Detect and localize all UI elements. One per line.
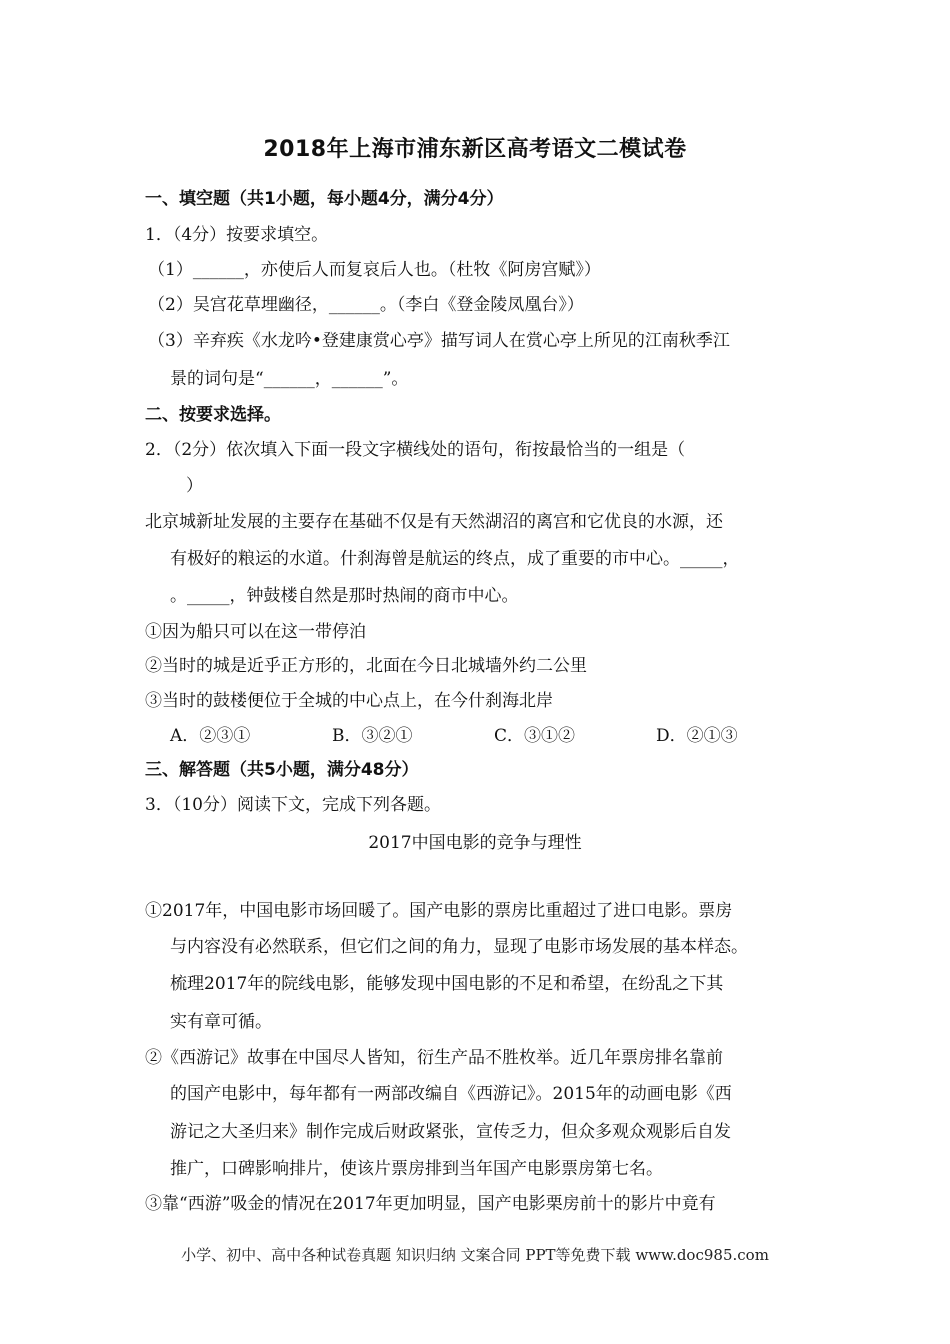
- paragraph-2-line: 游记之大圣归来》制作完成后财政紧张，宣传乏力，但众多观众观影后自发: [170, 1122, 731, 1142]
- question-2-item-1: ①因为船只可以在这一带停泊: [145, 622, 366, 642]
- question-3-stem: 3．（10分）阅读下文，完成下列各题。: [145, 795, 441, 815]
- paragraph-2-line: 推广，口碑影响排片，使该片票房排到当年国产电影票房第七名。: [170, 1159, 663, 1179]
- paragraph-1-line: 梳理2017年的院线电影，能够发现中国电影的不足和希望，在纷乱之下其: [170, 974, 724, 994]
- option-b: B．③②①: [332, 726, 413, 746]
- question-1-part-3-cont: 景的词句是“______，______”。: [170, 369, 409, 389]
- option-a: A．②③①: [170, 726, 251, 746]
- page-footer: 小学、初中、高中各种试卷真题 知识归纳 文案合同 PPT等免费下载 www.doc985.com: [181, 1246, 769, 1264]
- question-2-passage-cont: 有极好的粮运的水道。什刹海曾是航运的终点，成了重要的市中心。_____，: [170, 549, 740, 569]
- question-1-part-1: （1）______，亦使后人而复哀后人也。（杜牧《阿房宫赋》）: [148, 260, 601, 280]
- option-c: C．③①②: [494, 726, 576, 746]
- question-2-stem-cont: ）: [186, 476, 203, 496]
- paragraph-2-line: 的国产电影中，每年都有一两部改编自《西游记》。2015年的动画电影《西: [170, 1084, 732, 1104]
- section-heading-1: 一、填空题（共1小题，每小题4分，满分4分）: [145, 189, 504, 209]
- question-2-passage: 北京城新址发展的主要存在基础不仅是有天然湖沼的离宫和它优良的水源，还: [145, 512, 723, 532]
- article-title: 2017中国电影的竞争与理性: [368, 833, 582, 853]
- paragraph-2-line: ②《西游记》故事在中国尽人皆知，衍生产品不胜枚举。近几年票房排名靠前: [145, 1048, 723, 1068]
- section-heading-3: 三、解答题（共5小题，满分48分）: [145, 760, 419, 780]
- page-title: 2018年上海市浦东新区高考语文二模试卷: [263, 137, 687, 162]
- paragraph-1-line: 与内容没有必然联系，但它们之间的角力，显现了电影市场发展的基本样态。: [170, 937, 748, 957]
- question-2-options: [170, 721, 818, 746]
- question-2-item-2: ②当时的城是近乎正方形的，北面在今日北城墙外约二公里: [145, 656, 587, 676]
- question-2-item-3: ③当时的鼓楼便位于全城的中心点上，在今什刹海北岸: [145, 691, 553, 711]
- paragraph-1-line: 实有章可循。: [170, 1012, 272, 1032]
- question-1-stem: 1．（4分）按要求填空。: [145, 225, 329, 245]
- paragraph-3-line: ③靠“西游”吸金的情况在2017年更加明显，国产电影栗房前十的影片中竟有: [145, 1194, 716, 1214]
- question-1-part-3: （3）辛弃疾《水龙吟•登建康赏心亭》描写词人在赏心亭上所见的江南秋季江: [148, 331, 730, 351]
- paragraph-1-line: ①2017年，中国电影市场回暖了。国产电影的票房比重超过了进口电影。票房: [145, 901, 733, 921]
- section-heading-2: 二、按要求选择。: [145, 405, 281, 425]
- question-2-stem: 2．（2分）依次填入下面一段文字横线处的语句，衔按最恰当的一组是（: [145, 440, 686, 460]
- question-2-passage-cont2: 。_____，钟鼓楼自然是那时热闹的商市中心。: [170, 586, 519, 606]
- question-1-part-2: （2）吴宫花草埋幽径，______。（李白《登金陵凤凰台》）: [148, 295, 584, 315]
- option-d: D．②①③: [656, 726, 738, 746]
